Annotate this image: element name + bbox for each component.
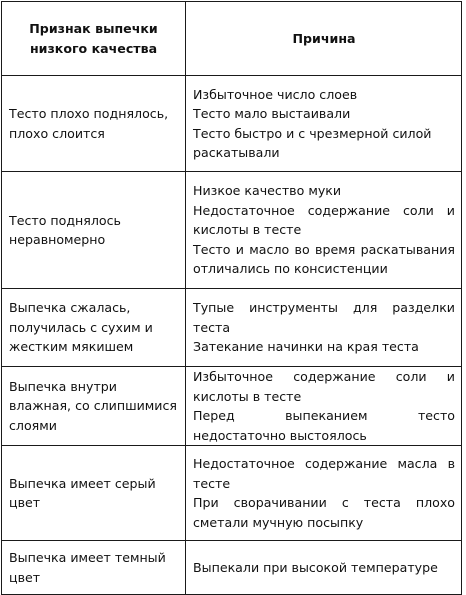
cause-item: Недостаточное содержание соли и кислоты в тесте [193,202,455,238]
table-row [2,446,462,541]
row-causes [186,172,462,289]
row-sign: Выпечка сжалась, получилась с сухим и жестким мякишем [2,289,186,367]
cause-item: Избыточное число слоев [193,86,358,102]
cause-item: При сворачивании с теста плохо сметали мучную посыпку [193,495,455,530]
table-row [2,367,462,446]
table-row [2,541,462,595]
row-sign: Тесто плохо поднялось, плохо слоится [2,76,186,172]
quality-defects-table [1,1,462,595]
row-causes [186,367,462,446]
table-row [2,76,462,172]
header-cause: Причина [186,2,462,76]
cause-item: Затекание начинки на края теста [193,339,419,355]
table-header-row [2,2,462,76]
cause-item: Тесто мало выстаивали [193,106,351,121]
row-causes [186,76,462,172]
header-sign: Признак выпечки низкого качества [2,2,186,76]
cause-item: Выпекали при высокой температуре [193,559,438,575]
cause-item: Недостаточное содержание масла в тесте [193,456,455,491]
cause-item: Перед выпеканием тесто недостаточно выстоялось [193,408,455,443]
cause-item: Тесто быстро и с чрезмерной силой раскатывали [193,125,432,160]
row-causes [186,541,462,595]
cause-item: Низкое качество муки [193,183,342,199]
row-causes [186,446,462,541]
row-causes [186,289,462,367]
row-sign: Выпечка имеет серый цвет [2,446,186,541]
row-sign: Выпечка внутри влажная, со слипшимися слоями [2,367,186,446]
table-row [2,172,462,289]
cause-item: Тупые инструменты для разделки теста [193,300,455,335]
row-sign: Тесто поднялось неравномерно [2,172,186,289]
row-sign: Выпечка имеет темный цвет [2,541,186,595]
table-row [2,289,462,367]
cause-item: Избыточное содержание соли и кислоты в тесте [193,369,455,404]
cause-item: Тесто и масло во время раскатывания отличались по консистенции [193,241,455,277]
